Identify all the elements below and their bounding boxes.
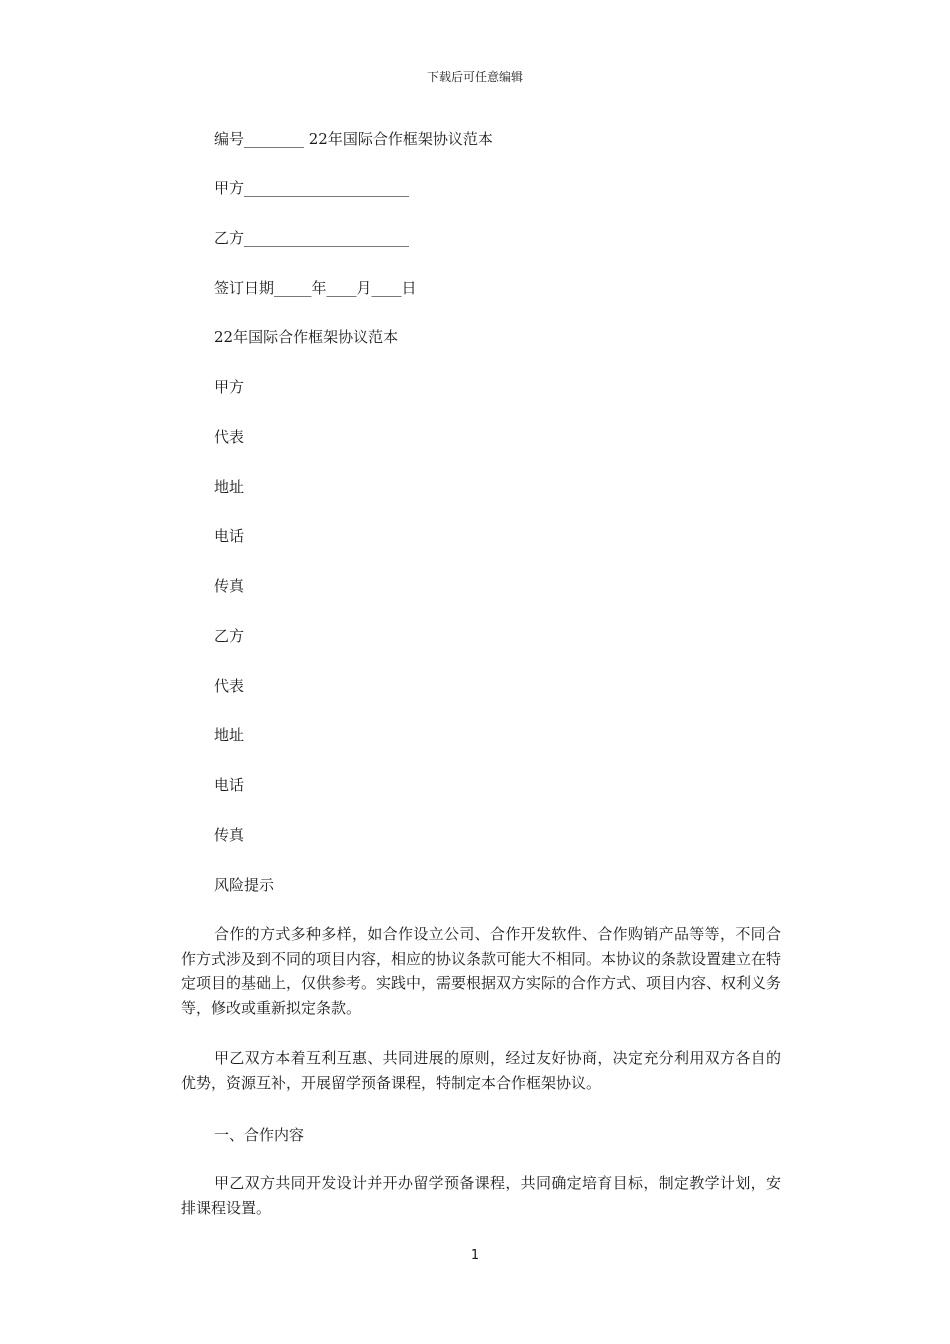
party-a-representative: 代表 bbox=[214, 428, 245, 446]
party-b-fax: 传真 bbox=[214, 826, 245, 844]
risk-paragraph: 合作的方式多种多样，如合作设立公司、合作开发软件、合作购销产品等等，不同合作方式涉及到不同的项目内容，相应的协议条款可能大不相同。本协议的条款设置建立在特定项目的基础上，仅供参考。实践中，需要根据双方实际的合作方式、项目内容、权利义务等，修改或重新拟定条款。 bbox=[181, 925, 782, 1018]
contract-number-line: 编号________ 22年国际合作框架协议范本 bbox=[214, 130, 493, 148]
intro-paragraph: 甲乙双方本着互利互惠、共同进展的原则，经过友好协商，决定充分利用双方各自的优势，资源互补，开展留学预备课程，特制定本合作框架协议。 bbox=[181, 1049, 781, 1092]
party-a-blank-line: 甲方______________________ bbox=[214, 179, 410, 197]
party-b-address: 地址 bbox=[214, 726, 245, 744]
page-number: 1 bbox=[470, 1248, 480, 1263]
party-b-label: 乙方 bbox=[214, 627, 245, 645]
party-a-phone: 电话 bbox=[214, 527, 245, 545]
sign-date-line: 签订日期_____年____月____日 bbox=[214, 279, 417, 297]
document-title: 22年国际合作框架协议范本 bbox=[214, 328, 399, 346]
party-b-blank-line: 乙方______________________ bbox=[214, 229, 410, 247]
party-a-fax: 传真 bbox=[214, 577, 245, 595]
party-a-label: 甲方 bbox=[214, 378, 245, 396]
party-b-representative: 代表 bbox=[214, 677, 245, 695]
section-1-paragraph: 甲乙双方共同开发设计并开办留学预备课程，共同确定培育目标，制定教学计划，安排课程设置。 bbox=[181, 1174, 781, 1217]
risk-heading: 风险提示 bbox=[214, 876, 275, 894]
party-b-phone: 电话 bbox=[214, 776, 245, 794]
page-header: 下载后可任意编辑 bbox=[426, 70, 523, 84]
party-a-address: 地址 bbox=[214, 478, 245, 496]
section-1-heading: 一、合作内容 bbox=[214, 1126, 305, 1144]
